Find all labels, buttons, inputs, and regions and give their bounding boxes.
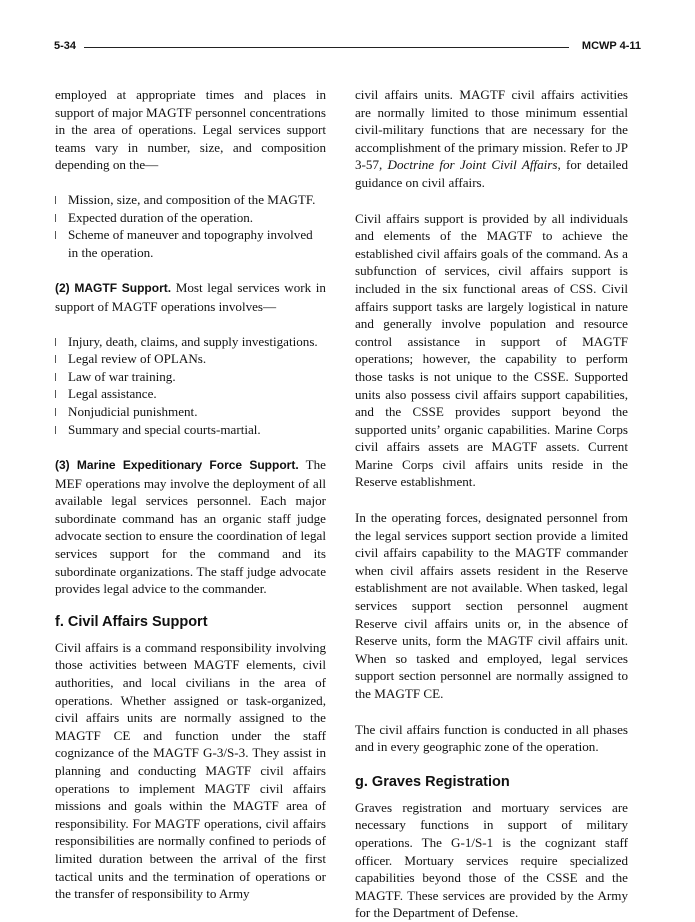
operating-forces-paragraph: In the operating forces, designated personnel from the legal services support section provide a limited civil affairs capability to the MAGTF commander when civil affairs assets resident in the Reserve establishment are not available. When tasked, legal services support section personnel augment Reserve civil affairs units or, in the absence of Reserve units, form the MAGTF civil affairs unit. When so tasked and employed, legal services support section personnel are normally assigned to the MAGTF CE. <box>355 510 628 701</box>
mef-support-paragraph: (3) Marine Expeditionary Force Support. The MEF operations may involve the deployment of all available legal services personnel. Each major subordinate command has an organic staff judge advocate section to ensure the coordination of legal services support for the command and its subordinate organizations. The staff judge advocate provides legal advice to the commander. <box>55 457 326 597</box>
bullet-icon <box>55 408 56 416</box>
civil-affairs-support-paragraph: Civil affairs support is provided by all individuals and elements of the MAGTF to achieve the established civil affairs goals of the command. As a subfunction of services, civil affairs support is included in the six functional areas of CSS. Civil affairs support tasks are largely logistical in nature and generally involve population and resource control assistance in support of MAGTF operations; however, the capability to perform those tasks is not unique to the CSSE. Supported units also possess civil affairs support capabilities, and the CSSE provides support beyond the supported units’ organic capabilities. Marine Corps civil affairs assets are MAGTF assets. Current Marine Corps civil affairs units reside in the Reserve establishment. <box>355 210 628 490</box>
section-f-heading: f. Civil Affairs Support <box>55 613 208 630</box>
graves-registration-paragraph: Graves registration and mortuary services are necessary functions in support of military operations. The G-1/S-1 is the cognizant staff officer. Mortuary services require specialized capabilities beyond those of the CSSE and the MAGTF. These services are provided by the Army for the Department of Defense. <box>355 799 628 921</box>
header-rule <box>84 47 569 48</box>
page-header <box>54 40 641 56</box>
right-column <box>355 86 628 922</box>
legal-services-list <box>55 333 326 439</box>
section-g-heading: g. Graves Registration <box>355 773 510 790</box>
mef-support-heading: (3) Marine Expeditionary Force Support. <box>55 458 299 473</box>
list-item: Summary and special courts-martial. <box>55 421 326 439</box>
bullet-icon <box>55 355 56 363</box>
bullet-icon <box>55 426 56 434</box>
depending-factors-list <box>55 191 326 261</box>
page-number: 5-34 <box>54 40 77 52</box>
list-item: Scheme of maneuver and topography involved in the operation. <box>55 226 326 261</box>
list-item: Injury, death, claims, and supply investigations. <box>55 333 326 351</box>
list-item: Legal assistance. <box>55 385 326 403</box>
list-item: Legal review of OPLANs. <box>55 350 326 368</box>
bullet-icon <box>55 373 56 381</box>
intro-paragraph: employed at appropriate times and places in support of major MAGTF personnel concentrations in the area of operations. Legal services support teams vary in number, size, and composition depending on the— <box>55 87 326 173</box>
list-item: Law of war training. <box>55 368 326 386</box>
bullet-icon <box>55 196 56 204</box>
bullet-icon <box>55 390 56 398</box>
civil-affairs-paragraph: Civil affairs is a command responsibility involving those activities between MAGTF elements, civil authorities, and local civilians in the area of operations. Whether assigned or task-organized, civil affairs units are normally assigned to the MAGTF CE and function under the staff cognizance of the MAGTF G-3/S-3. They assist in planning and conducting MAGTF civil affairs operations to implement MAGTF civil affairs missions and goals within the MAGTF area of responsibility. For MAGTF operations, civil affairs responsibilities are normally confined to periods of limited duration between the arrival of the first tactical units and the termination of operations or the transfer of responsibility to Army <box>55 639 326 902</box>
bullet-icon <box>55 338 56 346</box>
doctrine-title: Doctrine for Joint Civil Affairs <box>387 157 558 173</box>
publication-id: MCWP 4-11 <box>581 40 641 52</box>
list-item: Mission, size, and composition of the MAGTF. <box>55 191 326 209</box>
list-item: Nonjudicial punishment. <box>55 403 326 421</box>
bullet-icon <box>55 214 56 222</box>
left-column <box>55 86 326 903</box>
magtf-support-paragraph: (2) MAGTF Support. Most legal services work in support of MAGTF operations involves— <box>55 280 326 314</box>
civil-affairs-function-paragraph: The civil affairs function is conducted in all phases and in every geographic zone of the operation. <box>355 721 628 755</box>
civil-affairs-continued-paragraph: civil affairs units. MAGTF civil affairs activities are normally limited to those minimum essential civil-military functions that are necessary for the accomplishment of the primary mission. Refer to JP 3-57, Doctrine for Joint Civil Affairs, for detailed guidance on civil affairs. <box>355 87 628 190</box>
list-item: Expected duration of the operation. <box>55 209 326 227</box>
bullet-icon <box>55 231 56 239</box>
magtf-support-heading: (2) MAGTF Support. <box>55 281 172 296</box>
